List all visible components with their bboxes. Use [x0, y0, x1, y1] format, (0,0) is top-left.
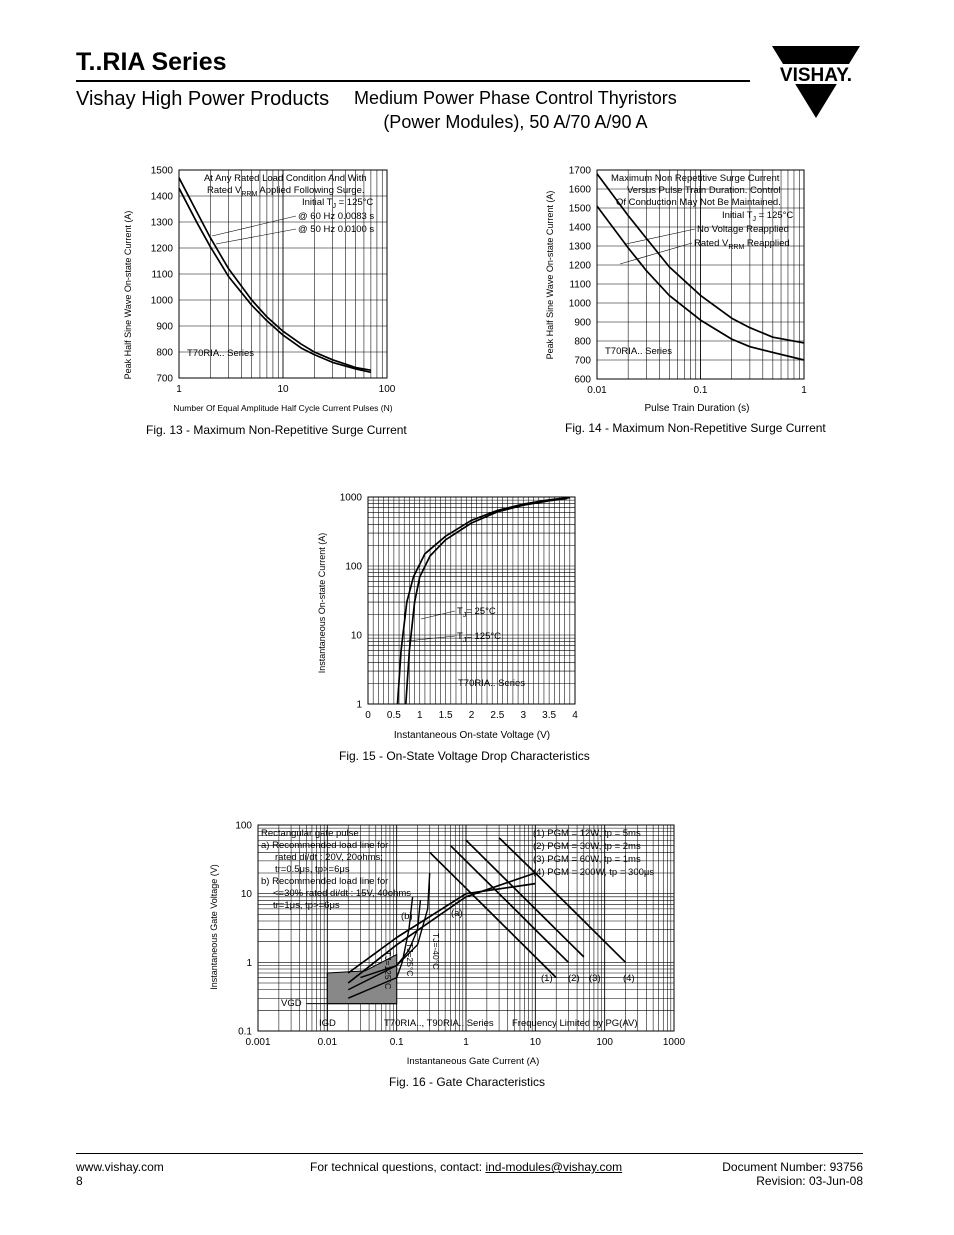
vishay-logo [764, 44, 868, 120]
fig16-label-vgd: VGD [281, 998, 302, 1009]
fig16-ytick: 10 [240, 889, 252, 901]
fig14-xtick: 1 [801, 385, 807, 396]
fig16-note-p2: (2) PGM = 30W, tp = 2ms [533, 841, 641, 852]
fig16-label-b: (b) [401, 911, 413, 922]
fig16-note-b3: tr=1μs, tp>=6μs [273, 900, 340, 911]
fig14-xtick: 0.01 [587, 385, 607, 396]
fig16-ytick: 1 [246, 957, 252, 969]
fig13-note-5: @ 50 Hz 0.0100 s [298, 224, 375, 235]
fig15-xtick: 1 [416, 710, 423, 721]
subtitle-line-2: (Power Modules), 50 A/70 A/90 A [383, 112, 648, 132]
fig13-xtick: 1 [176, 384, 182, 395]
fig14-ytick: 1200 [568, 260, 591, 272]
fig14-xtick: 0.1 [693, 385, 708, 396]
fig15-leader-2 [407, 636, 455, 641]
fig15-note-tj25: $T_J= 25^\circ C$ [457, 606, 496, 619]
fig15-ytick: 1000 [339, 492, 362, 504]
footer-contact-prefix: For technical questions, contact: [310, 1160, 486, 1174]
fig15-xtick: 3.5 [542, 710, 557, 721]
fig13-ytick: 1500 [150, 165, 173, 177]
fig13-caption: Fig. 13 - Maximum Non-Repetitive Surge Current [146, 423, 407, 437]
fig16-xlabel: Instantaneous Gate Current (A) [406, 1056, 540, 1067]
fig16-xtick: 0.01 [317, 1037, 338, 1048]
fig15-ylabel: Instantaneous On-state Current (A) [317, 532, 327, 674]
fig16-label-igd: IGD [319, 1018, 336, 1029]
fig13-ytick: 1100 [151, 269, 173, 281]
fig15-chart [310, 485, 600, 747]
fig14-ytick: 1100 [569, 279, 591, 291]
header-rule [76, 80, 750, 82]
footer-rule [76, 1153, 863, 1154]
fig15-ytick: 10 [350, 630, 362, 642]
fig16-note-a1: a) Recommended load line for [261, 840, 389, 851]
fig14-note-1: Maximum Non Repetitive Surge Current [611, 173, 780, 184]
fig13-note-2: Rated $V_{RRM}$ Applied Following Surge. [207, 185, 365, 198]
fig14-ytick: 900 [574, 317, 591, 329]
fig14-ytick: 700 [574, 355, 591, 367]
document-subtitle [354, 86, 677, 134]
fig16-note-b1: b) Recommended load line for [261, 876, 389, 887]
fig16-ytick: 100 [235, 820, 252, 832]
footer-website[interactable]: www.vishay.com [76, 1160, 164, 1174]
fig13-series-label: T70RIA.. Series [187, 348, 255, 359]
fig16-note-b2: <=30% rated di/dt : 15V, 40ohms [273, 888, 412, 899]
fig14-note-5: No Voltage Reapplied [697, 224, 789, 235]
footer-page-number: 8 [76, 1174, 83, 1188]
fig15-leader-1 [421, 611, 455, 619]
fig16-xtick: 0.001 [245, 1037, 271, 1048]
fig15-xtick: 2 [468, 710, 475, 721]
fig13-note-1: At Any Rated Load Condition And With [204, 173, 367, 184]
fig16-caption: Fig. 16 - Gate Characteristics [389, 1075, 546, 1089]
fig16-note-p4: (4) PGM = 200W, tp = 300μs [533, 867, 655, 878]
brand-name: Vishay High Power Products [76, 88, 330, 110]
fig15-xlabel: Instantaneous On-state Voltage (V) [393, 730, 551, 741]
fig16-note-rect: Rectangular gate pulse [261, 828, 359, 839]
fig15-xtick: 0 [365, 710, 371, 721]
fig14-ytick: 1400 [568, 222, 591, 234]
fig14-ytick: 1600 [568, 184, 591, 196]
fig14-caption: Fig. 14 - Maximum Non-Repetitive Surge Current [565, 421, 826, 435]
fig14-series-label: T70RIA.. Series [605, 346, 673, 357]
fig13-xtick: 10 [277, 384, 289, 395]
logo-text: VISHAY. [779, 65, 853, 86]
fig16-label-2: (2) [568, 973, 580, 984]
footer-contact-email[interactable]: ind-modules@vishay.com [485, 1160, 623, 1174]
fig15-note-tj125: $T_J= 125^\circ C$ [457, 631, 502, 644]
fig13-xlabel: Number Of Equal Amplitude Half Cycle Current Pulses (N) [173, 403, 393, 413]
fig16-freq-note: Frequency Limited by PG(AV) [512, 1018, 638, 1029]
footer-revision: Revision: 03-Jun-08 [756, 1174, 863, 1188]
fig13-ytick: 1400 [150, 191, 173, 203]
fig13-note-4: @ 60 Hz 0.0083 s [298, 211, 375, 222]
fig14-ytick: 1300 [568, 241, 591, 253]
footer-doc-number: Document Number: 93756 [722, 1160, 863, 1174]
fig13-ytick: 1200 [150, 243, 173, 255]
fig16-note-p3: (3) PGM = 60W, tp = 1ms [533, 854, 641, 865]
footer-contact [310, 1160, 622, 1174]
fig16-note-a3: tr=0.5μs, tp>=6μs [275, 864, 350, 875]
fig13-xtick: 100 [378, 384, 396, 395]
fig14-ytick: 1000 [568, 298, 591, 310]
fig15-xtick: 4 [572, 710, 578, 721]
fig16-xtick: 0.1 [389, 1037, 404, 1048]
fig16-ytick: 0.1 [238, 1026, 252, 1038]
fig16-chart [200, 815, 700, 1073]
fig16-xtick: 10 [529, 1037, 541, 1048]
fig14-ytick: 600 [574, 374, 591, 386]
fig14-note-4: Initial $T_J = 125^\circ C$ [722, 210, 794, 223]
fig14-xlabel: Pulse Train Duration (s) [644, 403, 750, 414]
fig14-ytick: 1700 [568, 165, 591, 177]
fig14-ytick: 800 [574, 336, 591, 348]
fig13-ytick: 1300 [150, 217, 173, 229]
fig13-ytick: 700 [156, 373, 173, 385]
fig16-label-4: (4) [623, 973, 635, 984]
fig15-caption: Fig. 15 - On-State Voltage Drop Characteristics [339, 749, 590, 763]
fig15-xtick: 1.5 [438, 710, 453, 721]
subtitle-line-1: Medium Power Phase Control Thyristors [354, 88, 677, 108]
fig13-ylabel: Peak Half Sine Wave On-state Current (A) [123, 210, 133, 380]
fig14-ylabel: Peak Half Sine Wave On-state Current (A) [545, 190, 555, 360]
fig14-note-2: Versus Pulse Train Duration. Control [627, 185, 781, 196]
fig16-label-3: (3) [589, 973, 601, 984]
fig16-note-p1: (1) PGM = 12W, tp = 5ms [533, 828, 641, 839]
fig16-tj-125: TJ=125°C [383, 951, 393, 990]
fig13-leader-2 [216, 229, 296, 244]
fig15-ytick: 100 [345, 561, 362, 573]
fig16-ylabel: Instantaneous Gate Voltage (V) [209, 864, 219, 990]
fig16-label-1: (1) [541, 973, 553, 984]
page-title: T..RIA Series [76, 48, 227, 76]
fig16-note-a2: rated di/dt : 20V, 20ohms; [275, 852, 383, 863]
fig13-ytick: 1000 [150, 295, 173, 307]
fig15-series-label: T70RIA.. Series [458, 678, 526, 689]
fig16-tj-25: TJ=25°C [405, 943, 415, 977]
fig13-note-3: Initial $T_J = 125^\circ C$ [302, 197, 374, 210]
fig14-note-3: Of Conduction May Not Be Maintained. [616, 197, 781, 208]
fig15-xtick: 0.5 [386, 710, 401, 721]
fig16-label-a: (a) [451, 908, 463, 919]
fig16-tj-minus40: TJ=-40°C [431, 933, 441, 970]
fig16-xtick: 100 [596, 1037, 614, 1048]
fig15-xtick: 2.5 [490, 710, 505, 721]
fig16-xtick: 1000 [662, 1037, 686, 1048]
fig13-chart [120, 160, 440, 420]
fig14-ytick: 1500 [568, 203, 591, 215]
fig14-chart [540, 160, 830, 422]
fig14-note-6: Rated $V_{RRM}$ Reapplied [694, 238, 790, 251]
fig15-xtick: 3 [520, 710, 527, 721]
fig16-xtick: 1 [463, 1037, 469, 1048]
fig13-ytick: 800 [156, 347, 173, 359]
fig13-ytick: 900 [156, 321, 173, 333]
fig15-ytick: 1 [356, 699, 362, 711]
fig16-series-label: T70RIA.., T90RIA.. Series [384, 1018, 494, 1029]
